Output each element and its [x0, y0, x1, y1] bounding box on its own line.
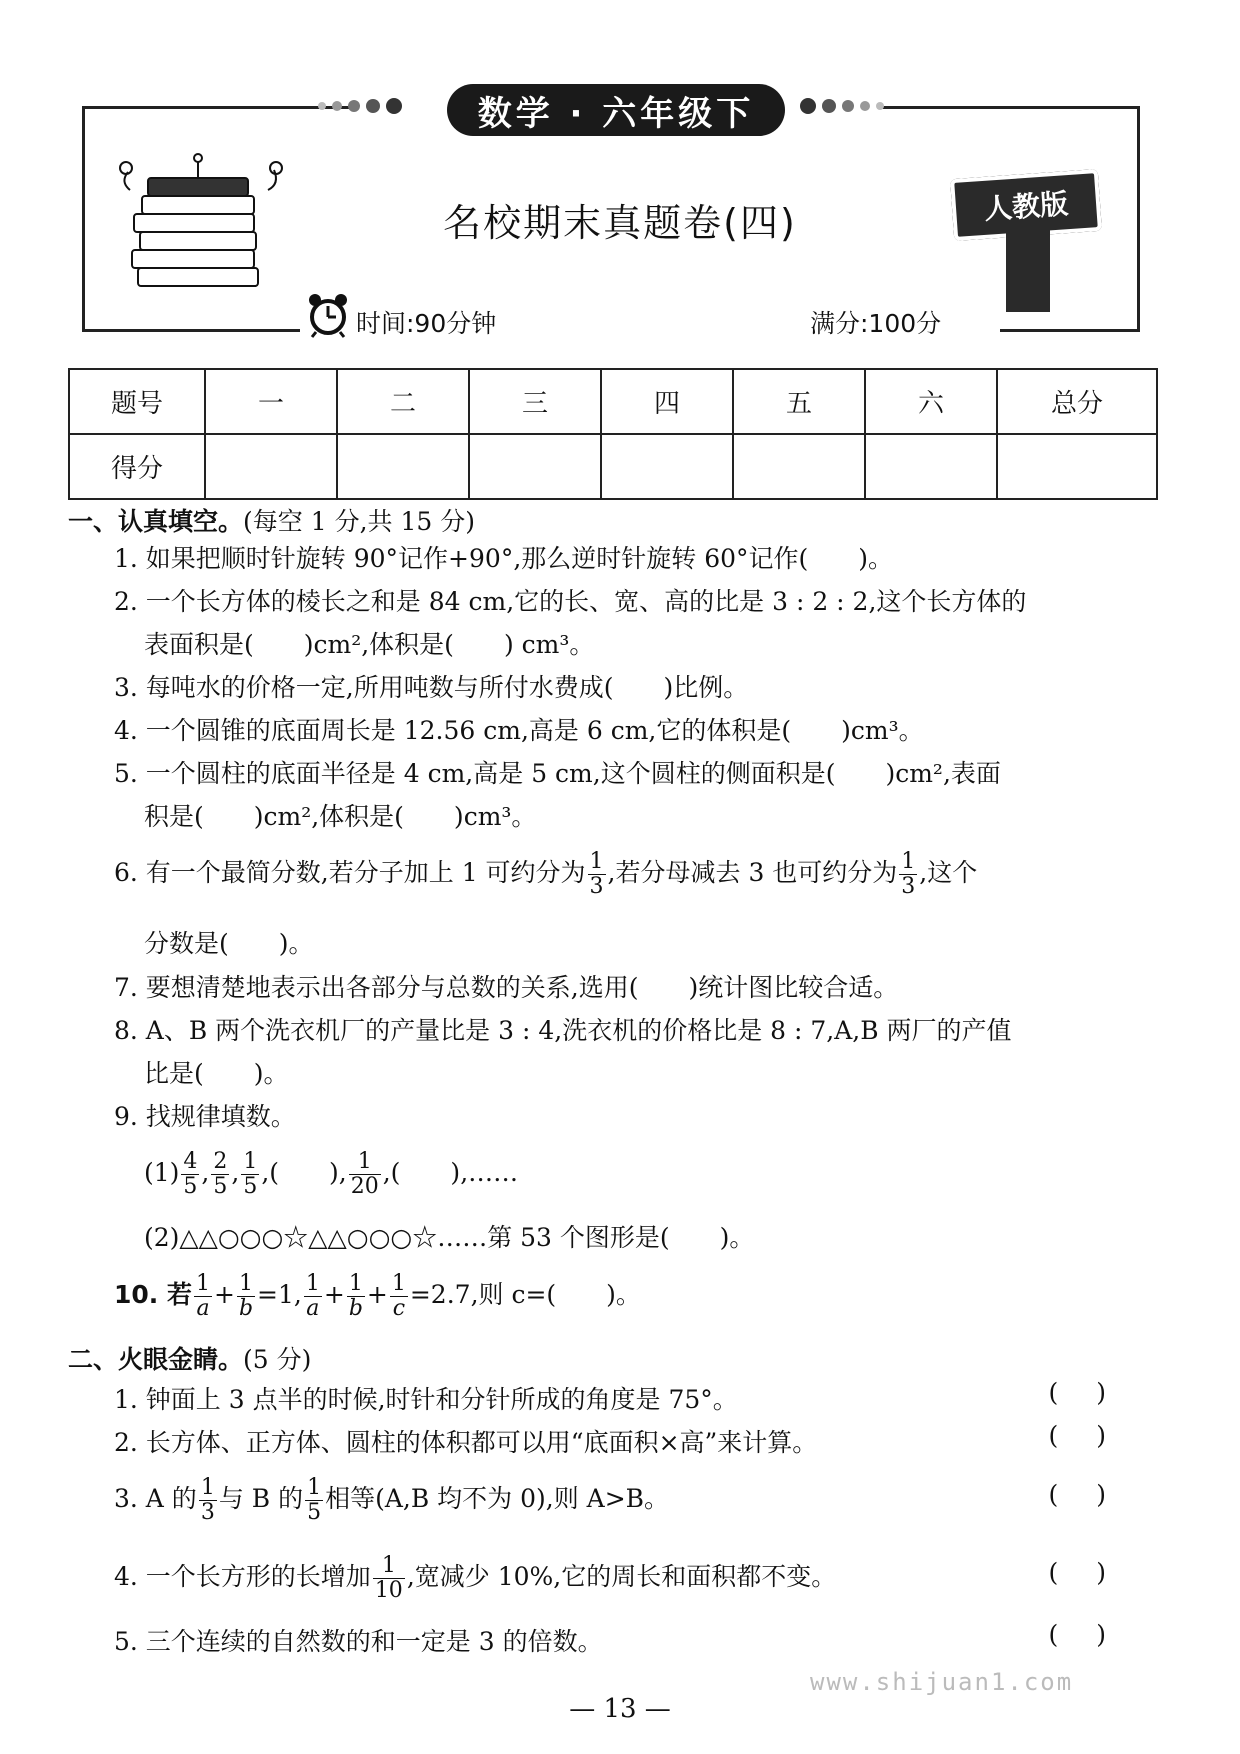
- fraction: $\frac{1}{3}$: [589, 849, 604, 899]
- question-1-3: 3. 每吨水的价格一定,所用吨数与所付水费成( )比例。: [114, 673, 749, 702]
- table-cell: 五: [733, 369, 865, 434]
- fraction: $\frac{1}{c}$: [391, 1271, 406, 1321]
- page-title: 名校期末真题卷(四): [443, 201, 797, 245]
- fraction: $\frac{2}{5}$: [213, 1149, 228, 1199]
- fraction: $\frac{1}{b}$: [238, 1271, 254, 1321]
- question-2-4: 4. 一个长方形的长增加 $\frac{1}{10}$ ,宽减少 10%,它的周长和面积都不变。: [114, 1553, 837, 1603]
- answer-paren[interactable]: (): [1048, 1480, 1144, 1509]
- fraction: $\frac{1}{20}$: [350, 1149, 379, 1199]
- question-1-9: 9. 找规律填数。: [114, 1102, 296, 1131]
- answer-paren[interactable]: (): [1048, 1378, 1144, 1407]
- question-1-7: 7. 要想清楚地表示出各部分与总数的关系,选用( )统计图比较合适。: [114, 973, 899, 1002]
- answer-paren[interactable]: (): [1048, 1421, 1144, 1450]
- table-cell: 总分: [997, 369, 1157, 434]
- question-1-4: 4. 一个圆锥的底面周长是 12.56 cm,高是 6 cm,它的体积是( )cm³。: [114, 716, 924, 745]
- answer-paren[interactable]: (): [1048, 1620, 1144, 1649]
- score-input-cell[interactable]: [205, 434, 337, 499]
- score-input-cell[interactable]: [997, 434, 1157, 499]
- question-2-1: 1. 钟面上 3 点半的时候,时针和分针所成的角度是 75°。: [114, 1385, 738, 1414]
- q6-text-b: ,若分母减去 3 也可约分为: [607, 858, 898, 887]
- score-input-cell[interactable]: [733, 434, 865, 499]
- question-1-10: 10. 若 $\frac{1}{a}$ + $\frac{1}{b}$ =1, $\frac{1}{a}$ + $\frac{1}{b}$ + $\frac{1}{c}$ =2.7,则 c=( )。: [114, 1271, 641, 1321]
- sign-post: [1006, 230, 1050, 312]
- fraction: $\frac{1}{5}$: [307, 1475, 322, 1525]
- score-input-cell[interactable]: [601, 434, 733, 499]
- page-number: — 13 —: [569, 1694, 671, 1724]
- fraction: $\frac{1}{3}$: [200, 1475, 215, 1525]
- q6-text-a: 6. 有一个最简分数,若分子加上 1 可约分为: [114, 858, 586, 887]
- score-table: [68, 368, 1158, 500]
- section-1-heading: [68, 502, 475, 538]
- q6-text-c: ,这个: [919, 858, 978, 887]
- fraction: $\frac{1}{10}$: [374, 1553, 403, 1603]
- table-cell: 一: [205, 369, 337, 434]
- question-2-3: 3. A 的 $\frac{1}{3}$ 与 B 的 $\frac{1}{5}$ 相等(A,B 均不为 0),则 A>B。: [114, 1475, 670, 1525]
- question-1-8: 8. A、B 两个洗衣机厂的产量比是 3 : 4,洗衣机的价格比是 8 : 7,A,B 两厂的产值: [114, 1016, 1012, 1045]
- question-1-5: 5. 一个圆柱的底面半径是 4 cm,高是 5 cm,这个圆柱的侧面积是( )cm²,表面: [114, 759, 1001, 788]
- score-input-cell[interactable]: [469, 434, 601, 499]
- question-1-2: 2. 一个长方体的棱长之和是 84 cm,它的长、宽、高的比是 3 : 2 : 2,这个长方体的: [114, 587, 1027, 616]
- question-1-2-cont: 表面积是( )cm²,体积是( ) cm³。: [144, 630, 595, 659]
- table-cell: 六: [865, 369, 997, 434]
- exam-time: 时间:90分钟: [356, 309, 497, 338]
- table-cell: 得分: [69, 434, 205, 499]
- banner-dots-right: [800, 98, 884, 114]
- alarm-clock-icon: [306, 292, 350, 338]
- question-1-8-cont: 比是( )。: [144, 1059, 289, 1088]
- answer-paren[interactable]: (): [1048, 1558, 1144, 1587]
- score-input-cell[interactable]: [865, 434, 997, 499]
- section-title: 二、火眼金睛。: [68, 1345, 244, 1374]
- score-input-cell[interactable]: [337, 434, 469, 499]
- question-1-5-cont: 积是( )cm²,体积是( )cm³。: [144, 802, 537, 831]
- full-score: 满分:100分: [810, 309, 942, 338]
- fraction: $\frac{1}{5}$: [243, 1149, 258, 1199]
- question-1-1: 1. 如果把顺时针旋转 90°记作+90°,那么逆时针旋转 60°记作( )。: [114, 544, 894, 573]
- table-cell: 四: [601, 369, 733, 434]
- fraction: $\frac{1}{a}$: [305, 1271, 320, 1321]
- question-1-6: [114, 850, 977, 899]
- fraction: $\frac{1}{3}$: [901, 849, 916, 899]
- subject-banner: 数学 · 六年级下: [447, 84, 785, 136]
- section-note: (5 分): [243, 1345, 312, 1374]
- fraction: $\frac{1}{a}$: [196, 1271, 210, 1321]
- table-cell: 三: [469, 369, 601, 434]
- question-1-9-1: (1) $\frac{4}{5}$ , $\frac{2}{5}$ , $\frac{1}{5}$ ,( ), $\frac{1}{20}$ ,( ),……: [144, 1149, 519, 1199]
- table-row: [69, 434, 1157, 499]
- question-2-2: 2. 长方体、正方体、圆柱的体积都可以用“底面积×高”来计算。: [114, 1428, 818, 1457]
- table-row: [69, 369, 1157, 434]
- table-cell: 二: [337, 369, 469, 434]
- section-2-heading: [68, 1340, 311, 1376]
- fraction: $\frac{1}{b}$: [348, 1271, 363, 1321]
- table-cell: 题号: [69, 369, 205, 434]
- question-1-6-cont: 分数是( )。: [144, 929, 314, 958]
- edition-sign: 人教版: [950, 169, 1102, 241]
- watermark: www.shijuan1.com: [810, 1668, 1074, 1696]
- question-2-5: 5. 三个连续的自然数的和一定是 3 的倍数。: [114, 1627, 603, 1656]
- question-1-9-2: (2)△△○○○☆△△○○○☆……第 53 个图形是( )。: [144, 1223, 755, 1252]
- section-note: (每空 1 分,共 15 分): [243, 507, 475, 536]
- fraction: $\frac{4}{5}$: [183, 1149, 198, 1199]
- banner-dots-left: [318, 98, 402, 114]
- section-title: 一、认真填空。: [68, 507, 244, 536]
